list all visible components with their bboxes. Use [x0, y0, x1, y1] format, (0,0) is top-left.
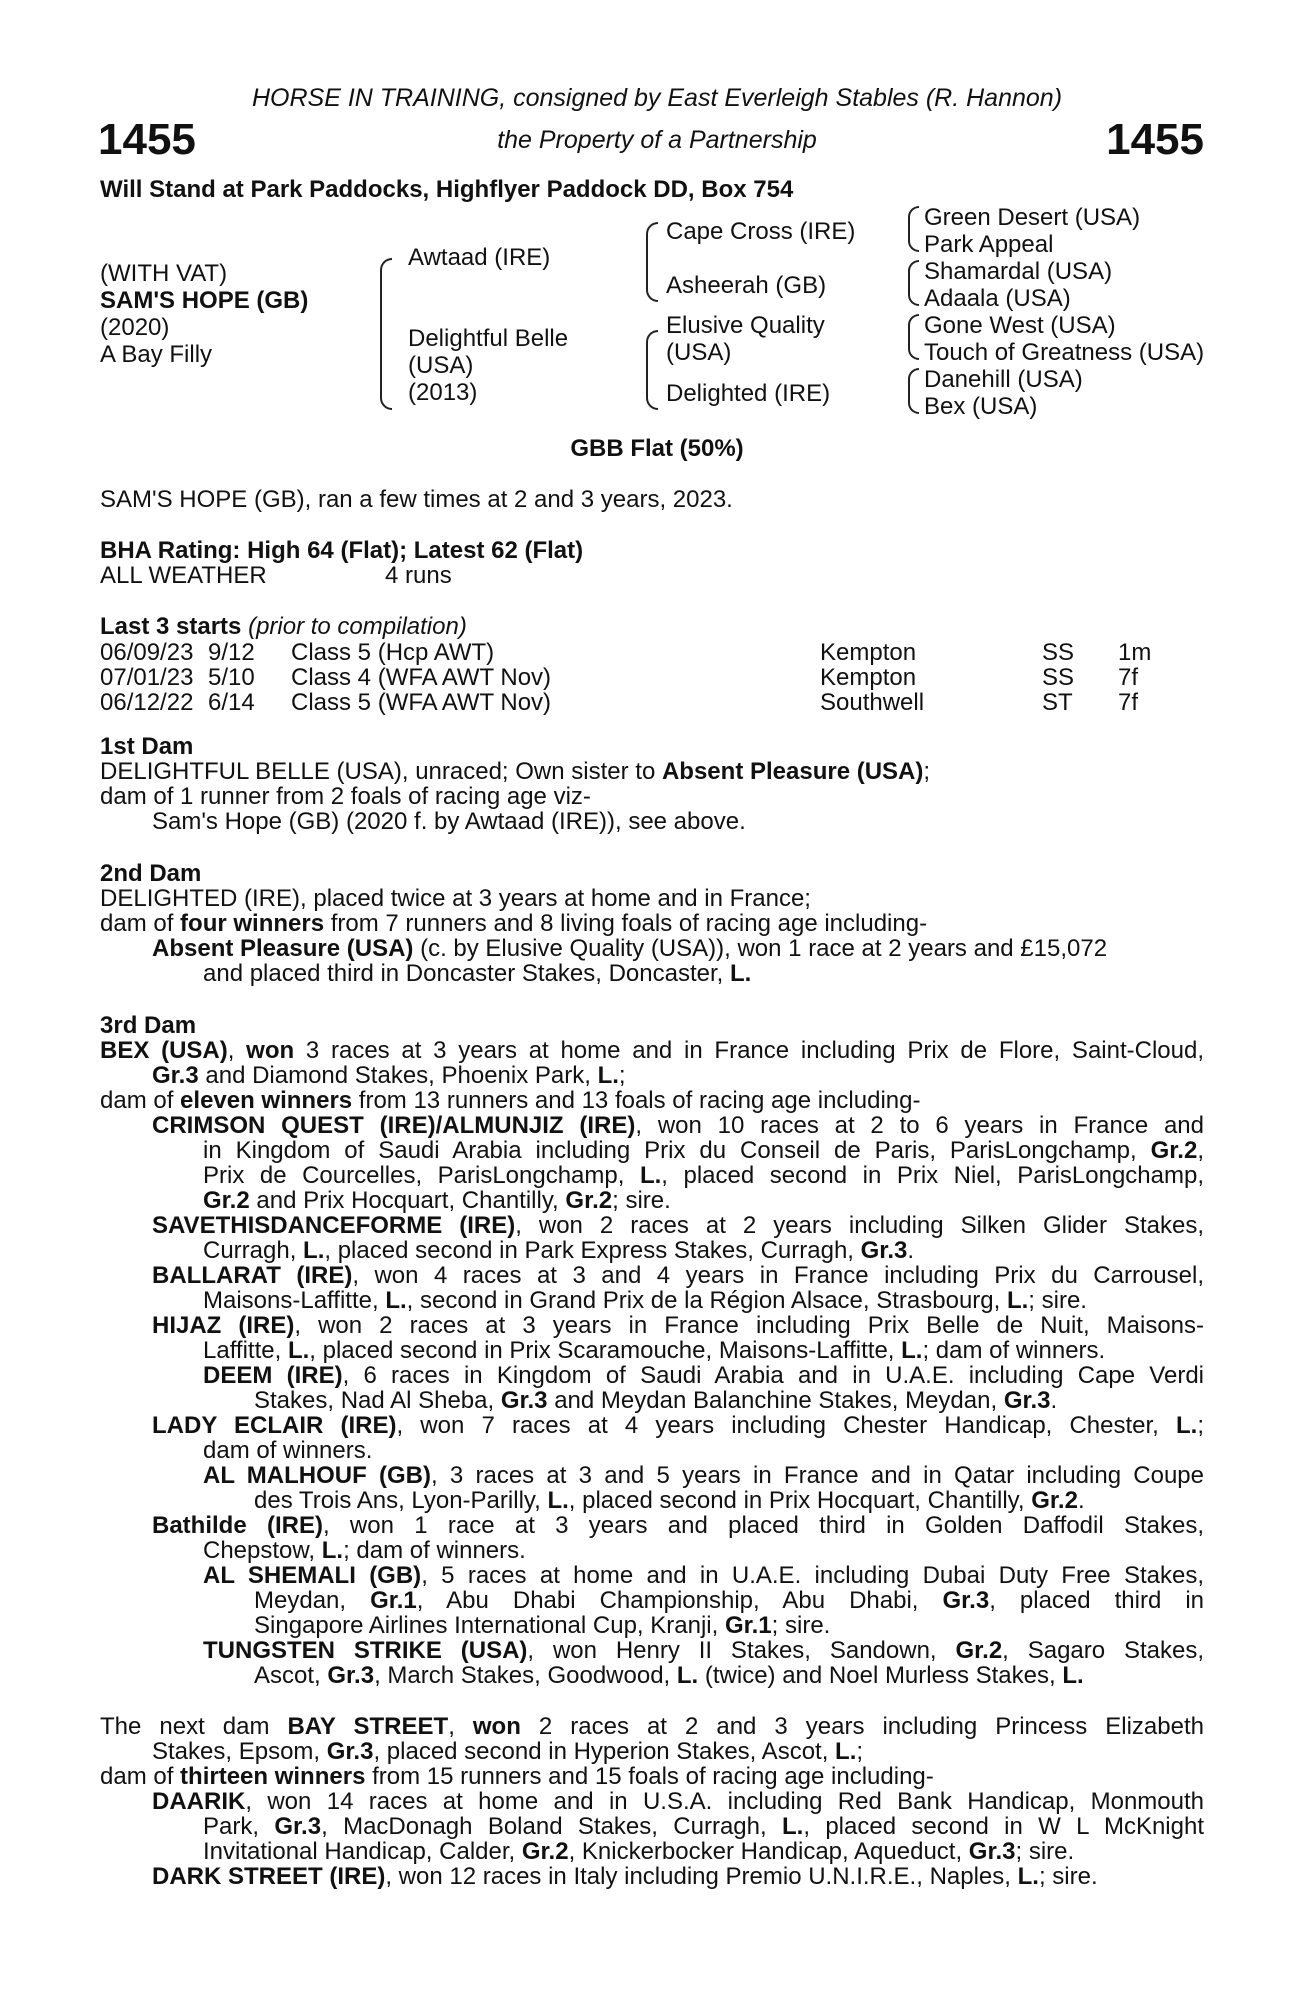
sire-sire: Cape Cross (IRE) [666, 218, 856, 245]
sire-dam-dam: Adaala (USA) [924, 285, 1071, 312]
dam2-line-2: dam of four winners from 7 runners and 8 living foals of racing age including- [100, 910, 928, 937]
start-going: ST [1042, 689, 1073, 716]
last-starts-note: (prior to compilation) [248, 613, 467, 640]
dam-sire-dam: Touch of Greatness (USA) [924, 339, 1205, 366]
sire-dam-sire: Shamardal (USA) [924, 258, 1113, 285]
dam1-line-1: DELIGHTFUL BELLE (USA), unraced; Own sister to Absent Pleasure (USA); [100, 758, 931, 785]
stand-location: Will Stand at Park Paddocks, Highflyer Paddock DD, Box 754 [100, 176, 794, 203]
start-course: Southwell [820, 689, 925, 716]
dam-year: (2013) [408, 379, 478, 406]
deem-line-2: Stakes, Nad Al Sheba, Gr.3 and Meydan Balanchine Stakes, Meydan, Gr.3. [254, 1387, 1058, 1414]
start-going: SS [1042, 639, 1075, 666]
dam2-line-1: DELIGHTED (IRE), placed twice at 3 years at home and in France; [100, 885, 811, 912]
dam2-line-4: and placed third in Doncaster Stakes, Doncaster, L. [203, 960, 752, 987]
dam-sire-country: (USA) [666, 339, 732, 366]
al-shemali-line-3: Singapore Airlines International Cup, Kranji, Gr.1; sire. [254, 1612, 831, 1639]
start-class: Class 4 (WFA AWT Nov) [291, 664, 552, 691]
horse-name: SAM'S HOPE (GB) [100, 287, 309, 314]
daarik-line-2: Park, Gr.3, MacDonagh Boland Stakes, Curragh, L., placed second in W L McKnight [203, 1813, 1204, 1840]
start-position: 6/14 [208, 689, 255, 716]
sire-sire-sire: Green Desert (USA) [924, 204, 1141, 231]
start-distance: 7f [1118, 664, 1139, 691]
start-going: SS [1042, 664, 1075, 691]
pedigree-brace-ss [908, 206, 919, 252]
horse-year: (2020) [100, 314, 170, 341]
dam1-heading: 1st Dam [100, 733, 194, 760]
start-course: Kempton [820, 664, 917, 691]
savethisdanceforme-line-2: Curragh, L., placed second in Park Express Stakes, Curragh, Gr.3. [203, 1237, 915, 1264]
dam3-heading: 3rd Dam [100, 1012, 197, 1039]
pedigree-brace-sire [646, 222, 658, 302]
lot-number-right: 1455 [1106, 115, 1204, 164]
savethisdanceforme-line-1: SAVETHISDANCEFORME (IRE), won 2 races at 2 years including Silken Glider Stakes, [152, 1212, 1204, 1239]
sire-sire-dam: Park Appeal [924, 231, 1054, 258]
start-position: 5/10 [208, 664, 255, 691]
surface-label: ALL WEATHER [100, 562, 267, 589]
lady-eclair-line-2: dam of winners. [203, 1437, 373, 1464]
start-date: 07/01/23 [100, 664, 194, 691]
daarik-line-3: Invitational Handicap, Calder, Gr.2, Knickerbocker Handicap, Aqueduct, Gr.3; sire. [203, 1838, 1075, 1865]
start-class: Class 5 (Hcp AWT) [291, 639, 495, 666]
dam2-heading: 2nd Dam [100, 860, 202, 887]
crimson-quest-line-2: in Kingdom of Saudi Arabia including Prix du Conseil de Paris, ParisLongchamp, Gr.2, [203, 1137, 1204, 1164]
start-distance: 7f [1118, 689, 1139, 716]
vat-note: (WITH VAT) [100, 260, 228, 287]
surface-runs: 4 runs [385, 562, 452, 589]
horse-description: A Bay Filly [100, 341, 213, 368]
tungsten-strike-line-2: Ascot, Gr.3, March Stakes, Goodwood, L. (twice) and Noel Murless Stakes, L. [254, 1662, 1084, 1689]
al-shemali-line-1: AL SHEMALI (GB), 5 races at home and in U.A.E. including Dubai Duty Free Stakes, [203, 1562, 1204, 1589]
al-malhouf-line-1: AL MALHOUF (GB), 3 races at 3 and 5 years in France and in Qatar including Coupe [203, 1462, 1205, 1489]
tungsten-strike-line-1: TUNGSTEN STRIKE (USA), won Henry II Stakes, Sandown, Gr.2, Sagaro Stakes, [203, 1637, 1205, 1664]
next-dam-line-2: Stakes, Epsom, Gr.3, placed second in Hyperion Stakes, Ascot, L.; [152, 1738, 864, 1765]
bha-rating: BHA Rating: High 64 (Flat); Latest 62 (Flat) [100, 537, 584, 564]
race-summary: SAM'S HOPE (GB), ran a few times at 2 and 3 years, 2023. [100, 486, 733, 513]
al-shemali-line-2: Meydan, Gr.1, Abu Dhabi Championship, Abu Dhabi, Gr.3, placed third in [254, 1587, 1205, 1614]
dam-dam: Delighted (IRE) [666, 380, 831, 407]
dam3-line-3: dam of eleven winners from 13 runners and 13 foals of racing age including- [100, 1087, 921, 1114]
pedigree-brace-main [380, 258, 392, 410]
last-starts-title: Last 3 starts [100, 613, 242, 640]
dam-dam-dam: Bex (USA) [924, 393, 1038, 420]
dam-country: (USA) [408, 352, 474, 379]
lady-eclair-line-1: LADY ECLAIR (IRE), won 7 races at 4 years including Chester Handicap, Chester, L.; [152, 1412, 1204, 1439]
start-course: Kempton [820, 639, 917, 666]
sire-dam: Asheerah (GB) [666, 272, 827, 299]
al-malhouf-line-2: des Trois Ans, Lyon-Parilly, L., placed second in Prix Hocquart, Chantilly, Gr.2. [254, 1487, 1085, 1514]
pedigree-brace-ds [908, 314, 919, 360]
horse-info [100, 260, 308, 368]
bathilde-line-2: Chepstow, L.; dam of winners. [203, 1537, 526, 1564]
pedigree-brace-sd [908, 260, 919, 306]
ballarat-line-2: Maisons-Laffitte, L., second in Grand Prix de la Région Alsace, Strasbourg, L.; sire. [203, 1287, 1087, 1314]
dam-sire [666, 312, 825, 366]
start-date: 06/09/23 [100, 639, 194, 666]
lot-number-left: 1455 [98, 115, 196, 164]
dam-sire-name: Elusive Quality [666, 312, 825, 339]
dam1-line-3: Sam's Hope (GB) (2020 f. by Awtaad (IRE)), see above. [152, 808, 746, 835]
start-position: 9/12 [208, 639, 255, 666]
sire: Awtaad (IRE) [408, 244, 551, 271]
dam-sire-sire: Gone West (USA) [924, 312, 1116, 339]
crimson-quest-line-4: Gr.2 and Prix Hocquart, Chantilly, Gr.2; sire. [203, 1187, 671, 1214]
ballarat-line-1: BALLARAT (IRE), won 4 races at 3 and 4 years in France including Prix du Carrousel, [152, 1262, 1204, 1289]
pedigree-brace-dam [646, 330, 658, 410]
dam-dam-sire: Danehill (USA) [924, 366, 1083, 393]
dam-name: Delightful Belle [408, 325, 569, 352]
gbb-status: GBB Flat (50%) [570, 435, 744, 462]
start-class: Class 5 (WFA AWT Nov) [291, 689, 552, 716]
property-line: the Property of a Partnership [497, 126, 817, 154]
dam [408, 325, 568, 406]
last-starts-heading [100, 614, 467, 640]
deem-line-1: DEEM (IRE), 6 races in Kingdom of Saudi Arabia and in U.A.E. including Cape Verdi [203, 1362, 1204, 1389]
dam2-line-3: Absent Pleasure (USA) (c. by Elusive Quality (USA)), won 1 race at 2 years and £15,072 [152, 935, 1108, 962]
start-distance: 1m [1118, 639, 1152, 666]
pedigree-brace-dd [908, 368, 919, 414]
start-date: 06/12/22 [100, 689, 194, 716]
next-dam-line-3: dam of thirteen winners from 15 runners and 15 foals of racing age including- [100, 1763, 934, 1790]
dam1-line-2: dam of 1 runner from 2 foals of racing age viz- [100, 783, 591, 810]
crimson-quest-line-1: CRIMSON QUEST (IRE)/ALMUNJIZ (IRE), won 10 races at 2 to 6 years in France and [152, 1112, 1204, 1139]
dam3-line-2: Gr.3 and Diamond Stakes, Phoenix Park, L.; [152, 1062, 626, 1089]
consignment-line: HORSE IN TRAINING, consigned by East Everleigh Stables (R. Hannon) [251, 84, 1063, 112]
crimson-quest-line-3: Prix de Courcelles, ParisLongchamp, L., placed second in Prix Niel, ParisLongchamp, [203, 1162, 1204, 1189]
next-dam-line-1: The next dam BAY STREET, won 2 races at 2 and 3 years including Princess Elizabeth [100, 1713, 1204, 1740]
hijaz-line-1: HIJAZ (IRE), won 2 races at 3 years in France including Prix Belle de Nuit, Maisons- [152, 1312, 1205, 1339]
daarik-line-1: DAARIK, won 14 races at home and in U.S.A. including Red Bank Handicap, Monmouth [152, 1788, 1204, 1815]
dark-street-line-1: DARK STREET (IRE), won 12 races in Italy including Premio U.N.I.R.E., Naples, L.; sire. [152, 1863, 1098, 1890]
hijaz-line-2: Laffitte, L., placed second in Prix Scaramouche, Maisons-Laffitte, L.; dam of winners. [203, 1337, 1106, 1364]
dam3-line-1: BEX (USA), won 3 races at 3 years at home and in France including Prix de Flore, Saint-Cloud, [100, 1037, 1205, 1064]
bathilde-line-1: Bathilde (IRE), won 1 race at 3 years and placed third in Golden Daffodil Stakes, [152, 1512, 1205, 1539]
